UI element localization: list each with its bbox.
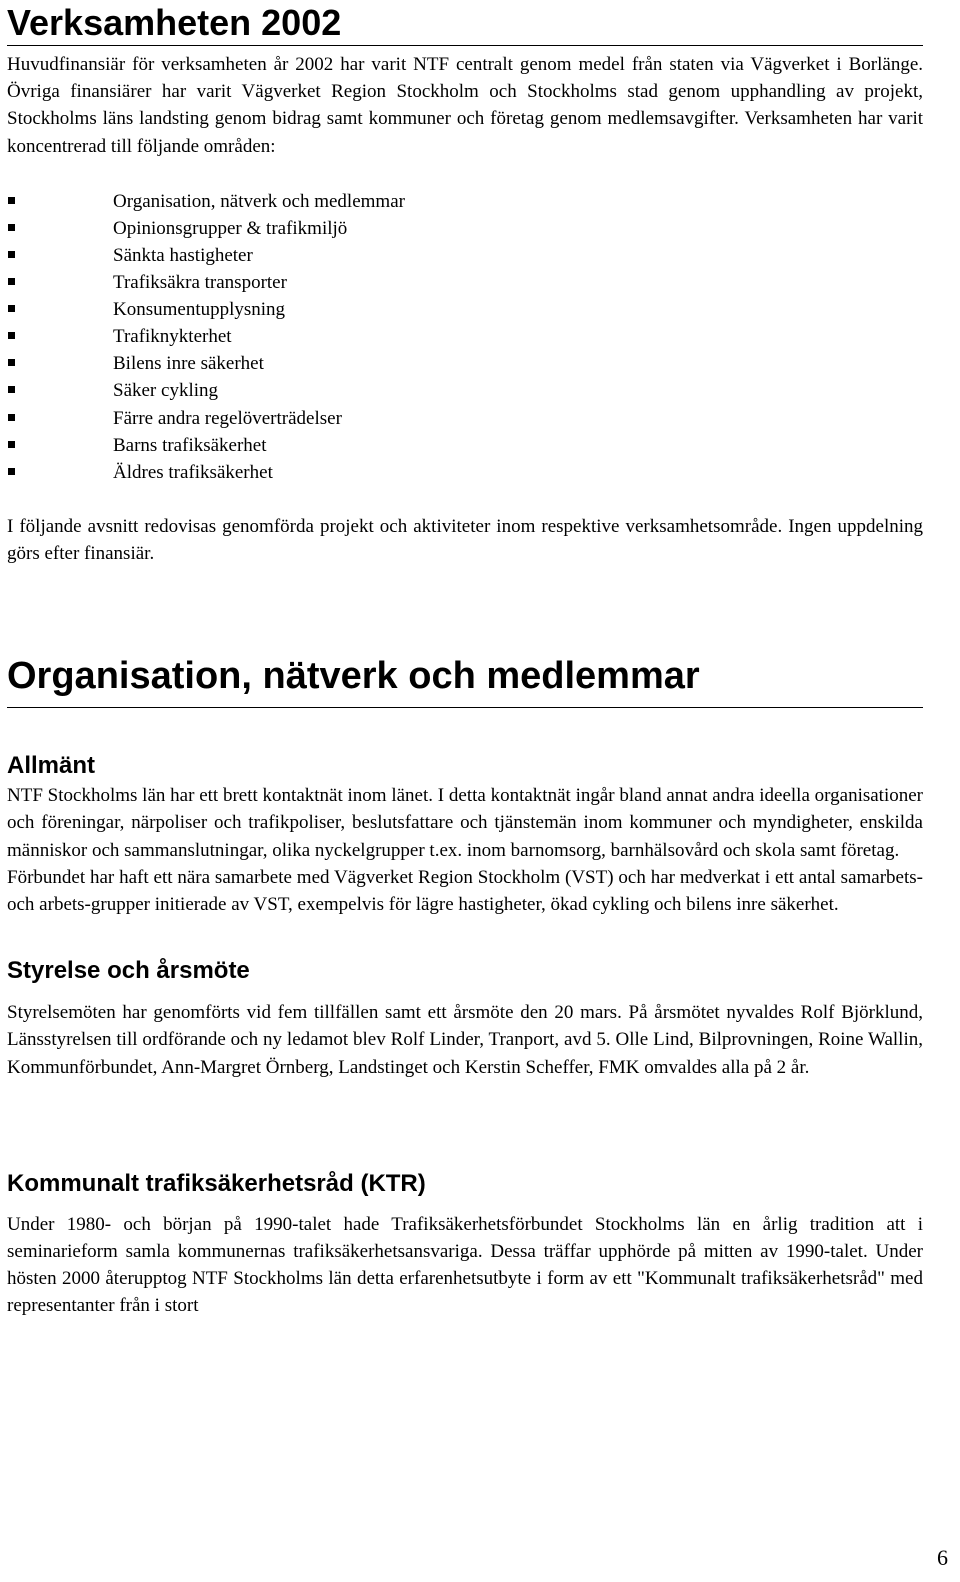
ktr-paragraph: Under 1980- och början på 1990-talet hade Trafiksäkerhetsförbundet Stockholms län en årlig tradition att i seminarieform samla kommunernas trafiksäkerhetsansvariga. Dessa träffar upphörde på mitten av 1990-talet. Under hösten 2000 återupptog NTF Stockholms län detta erfarenhetsutbyte i form av ett "Kommunalt trafiksäkerhetsråd" med representanter från i stort bbox=[7, 1213, 923, 1317]
list-item bbox=[7, 188, 923, 215]
after-list-paragraph: I följande avsnitt redovisas genomförda projekt och aktiviteter inom respektive verksamhetsområde. Ingen uppdelning görs efter finansiär. bbox=[7, 515, 923, 565]
subheading-ktr: Kommunalt trafiksäkerhetsråd (KTR) bbox=[7, 1169, 426, 1197]
square-bullet-icon bbox=[8, 414, 15, 421]
square-bullet-icon bbox=[8, 278, 15, 285]
list-item bbox=[7, 377, 923, 404]
square-bullet-icon bbox=[8, 224, 15, 231]
list-item-label: Barns trafiksäkerhet bbox=[113, 434, 267, 456]
list-item-label: Opinionsgrupper & trafikmiljö bbox=[113, 217, 348, 239]
page-title: Verksamheten 2002 bbox=[7, 0, 923, 46]
list-item bbox=[7, 405, 923, 432]
list-item bbox=[7, 269, 923, 296]
list-item bbox=[7, 459, 923, 486]
list-item bbox=[7, 242, 923, 269]
list-item-label: Konsumentupplysning bbox=[113, 299, 286, 321]
list-item bbox=[7, 215, 923, 242]
list-item bbox=[7, 296, 923, 323]
list-item-label: Äldres trafiksäkerhet bbox=[113, 461, 273, 483]
square-bullet-icon bbox=[8, 359, 15, 366]
subheading-styrelse: Styrelse och årsmöte bbox=[7, 957, 250, 985]
list-item-label: Färre andra regelöverträdelser bbox=[113, 407, 342, 429]
square-bullet-icon bbox=[8, 197, 15, 204]
intro-paragraph: Huvudfinansiär för verksamheten år 2002 har varit NTF centralt genom medel från staten via Vägverket i Borlänge. Övriga finansiärer har varit Vägverket Region Stockholm och Stockholms stad genom upphandling av projekt, Stockholms läns landsting genom bidrag samt kommuner och företag genom medlemsavgifter. Verksamheten har varit koncentrerad till följande områden: bbox=[7, 54, 923, 157]
list-item-label: Trafiknykterhet bbox=[113, 326, 232, 348]
square-bullet-icon bbox=[8, 305, 15, 312]
list-item-label: Sänkta hastigheter bbox=[113, 245, 253, 266]
page-number: 6 bbox=[937, 1545, 948, 1570]
square-bullet-icon bbox=[8, 441, 15, 448]
square-bullet-icon bbox=[8, 386, 15, 393]
list-item-label: Trafiksäkra transporter bbox=[113, 272, 287, 294]
square-bullet-icon bbox=[8, 468, 15, 475]
allmant-paragraph-2: Förbundet har haft ett nära samarbete med Vägverket Region Stockholm (VST) och har medverkat i ett antal samarbets- och arbets-grupper initierade av VST, exempelvis för lägre hastigheter, ökad cykling och bilens inre säkerhet. bbox=[7, 866, 923, 916]
list-item bbox=[7, 323, 923, 350]
subheading-allmant: Allmänt bbox=[7, 752, 96, 780]
areas-list bbox=[7, 188, 923, 486]
section-heading-organisation: Organisation, nätverk och medlemmar bbox=[7, 653, 923, 708]
square-bullet-icon bbox=[8, 332, 15, 339]
styrelse-paragraph: Styrelsemöten har genomförts vid fem tillfällen samt ett årsmöte den 20 mars. På årsmötet nyvaldes Rolf Björklund, Länsstyrelsen till ordförande och ny ledamot blev Rolf Linder, Tranport, avd 5. Olle Lind, Bilprovningen, Roine Wallin, Kommunförbundet, Ann-Margret Örnberg, Landstinget och Kerstin Scheffer, FMK omvaldes alla på 2 år. bbox=[7, 1002, 923, 1078]
allmant-paragraph-1: NTF Stockholms län har ett brett kontaktnät inom länet. I detta kontaktnät ingår bland annat andra ideella organisationer och föreningar, närpoliser och trafikpoliser, beslutsfattare och tjänstemän inom kommuner och myndigheter, enskilda människor och sammanslutningar, olika nyckelgrupper t.ex. inom barnomsorg, barnhälsovård och skola samt företag. bbox=[7, 785, 923, 861]
list-item bbox=[7, 432, 923, 459]
list-item bbox=[7, 350, 923, 377]
square-bullet-icon bbox=[8, 251, 15, 258]
list-item-label: Säker cykling bbox=[113, 380, 219, 402]
document-page bbox=[7, 0, 923, 1320]
list-item-label: Organisation, nätverk och medlemmar bbox=[113, 190, 405, 212]
list-item-label: Bilens inre säkerhet bbox=[113, 353, 264, 375]
